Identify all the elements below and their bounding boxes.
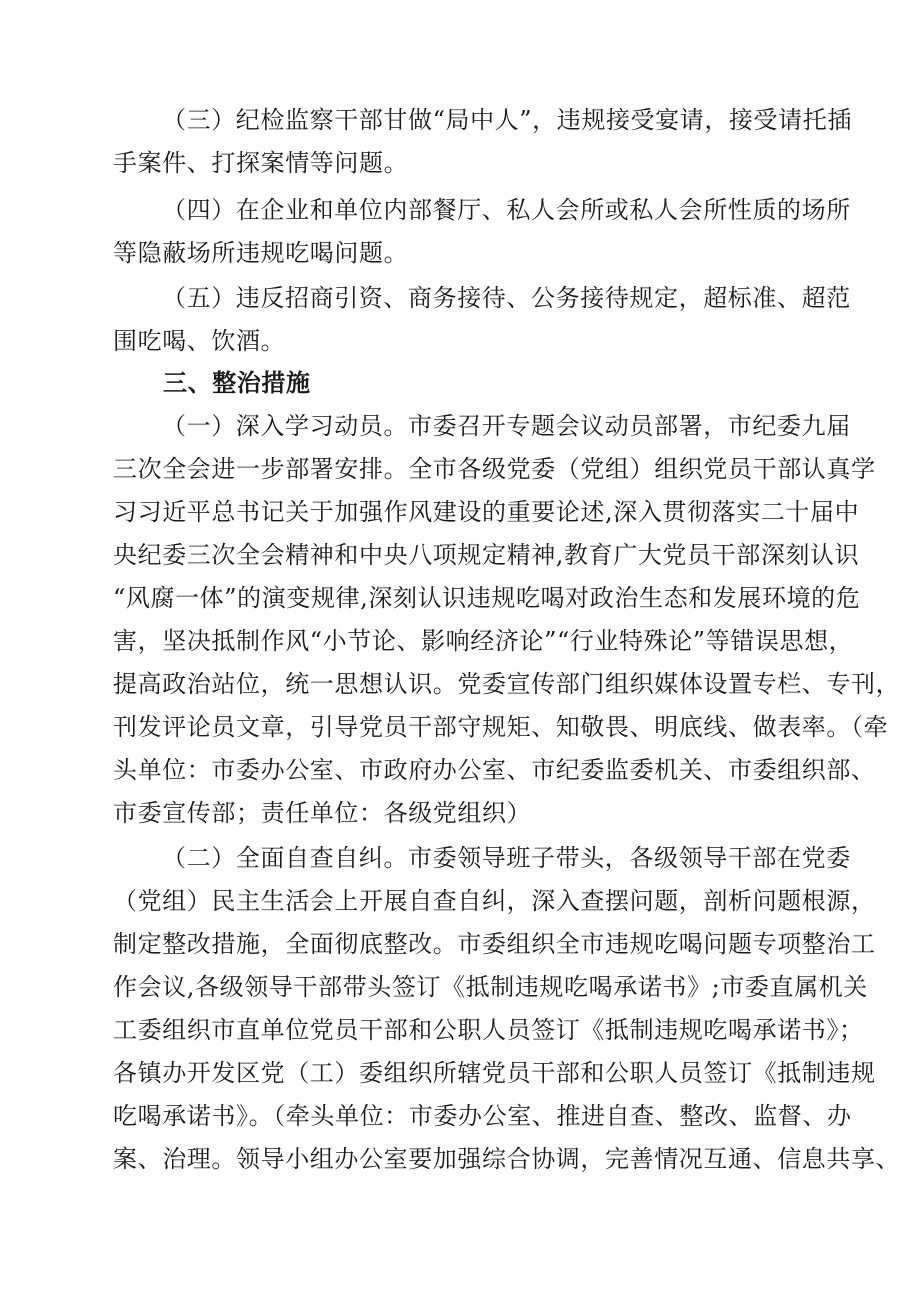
paragraph-1-line-10: 市委宣传部；责任单位：各级党组织） xyxy=(113,799,532,827)
paragraph-5-line-2: 围吃喝、饮酒。 xyxy=(113,327,286,355)
paragraph-1-line-3: 习习近平总书记关于加强作风建设的重要论述,深入贯彻落实二十届中 xyxy=(113,498,860,526)
section-heading: 三、整治措施 xyxy=(163,369,311,397)
paragraph-1-line-7: 提高政治站位，统一思想认识。党委宣传部门组织媒体设置专栏、专刊， xyxy=(113,670,901,698)
paragraph-2-line-8: 案、治理。领导小组办公室要加强综合协调，完善情况互通、信息共享、 xyxy=(113,1145,901,1173)
paragraph-1-line-8: 刊发评论员文章，引导党员干部守规矩、知敬畏、明底线、做表率。（牵 xyxy=(113,713,889,741)
paragraph-4-line-1: （四）在企业和单位内部餐厅、私人会所或私人会所性质的场所 xyxy=(162,196,851,224)
paragraph-1-line-1: （一）深入学习动员。市委召开专题会议动员部署，市纪委九届 xyxy=(162,412,851,440)
paragraph-2-line-4: 作会议,各级领导干部带头签订《抵制违规吃喝承诺书》;市委直属机关 xyxy=(113,973,868,1001)
paragraph-1-line-9: 头单位：市委办公室、市政府办公室、市纪委监委机关、市委组织部、 xyxy=(113,756,876,784)
paragraph-1-line-2: 三次全会进一步部署安排。全市各级党委（党组）组织党员干部认真学 xyxy=(113,455,876,483)
paragraph-1-line-6: 害，坚决抵制作风“小节论、影响经济论”“行业特殊论”等错误思想， xyxy=(113,627,854,655)
paragraph-1-line-4: 央纪委三次全会精神和中央八项规定精神,教育广大党员干部深刻认识 xyxy=(113,541,860,569)
paragraph-2-line-1: （二）全面自查自纠。市委领导班子带头，各级领导干部在党委 xyxy=(162,844,851,872)
paragraph-2-line-5: 工委组织市直单位党员干部和公职人员签订《抵制违规吃喝承诺书》； xyxy=(113,1016,864,1044)
paragraph-2-line-3: 制定整改措施，全面彻底整改。市委组织全市违规吃喝问题专项整治工 xyxy=(113,930,876,958)
paragraph-2-line-2: （党组）民主生活会上开展自查自纠，深入查摆问题，剖析问题根源， xyxy=(113,887,876,915)
paragraph-3-line-1: （三）纪检监察干部甘做“局中人”，违规接受宴请，接受请托插 xyxy=(162,106,852,134)
paragraph-2-line-7: 吃喝承诺书》。（牵头单位：市委办公室、推进自查、整改、监督、办 xyxy=(113,1102,852,1130)
paragraph-1-line-5: “风腐一体”的演变规律,深刻认识违规吃喝对政治生态和发展环境的危 xyxy=(113,584,861,612)
paragraph-5-line-1: （五）违反招商引资、商务接待、公务接待规定，超标准、超范 xyxy=(162,284,851,312)
paragraph-2-line-6: 各镇办开发区党（工）委组织所辖党员干部和公职人员签订《抵制违规 xyxy=(113,1059,876,1087)
paragraph-4-line-2: 等隐蔽场所违规吃喝问题。 xyxy=(113,239,409,267)
paragraph-3-line-2: 手案件、打探案情等问题。 xyxy=(113,149,409,177)
